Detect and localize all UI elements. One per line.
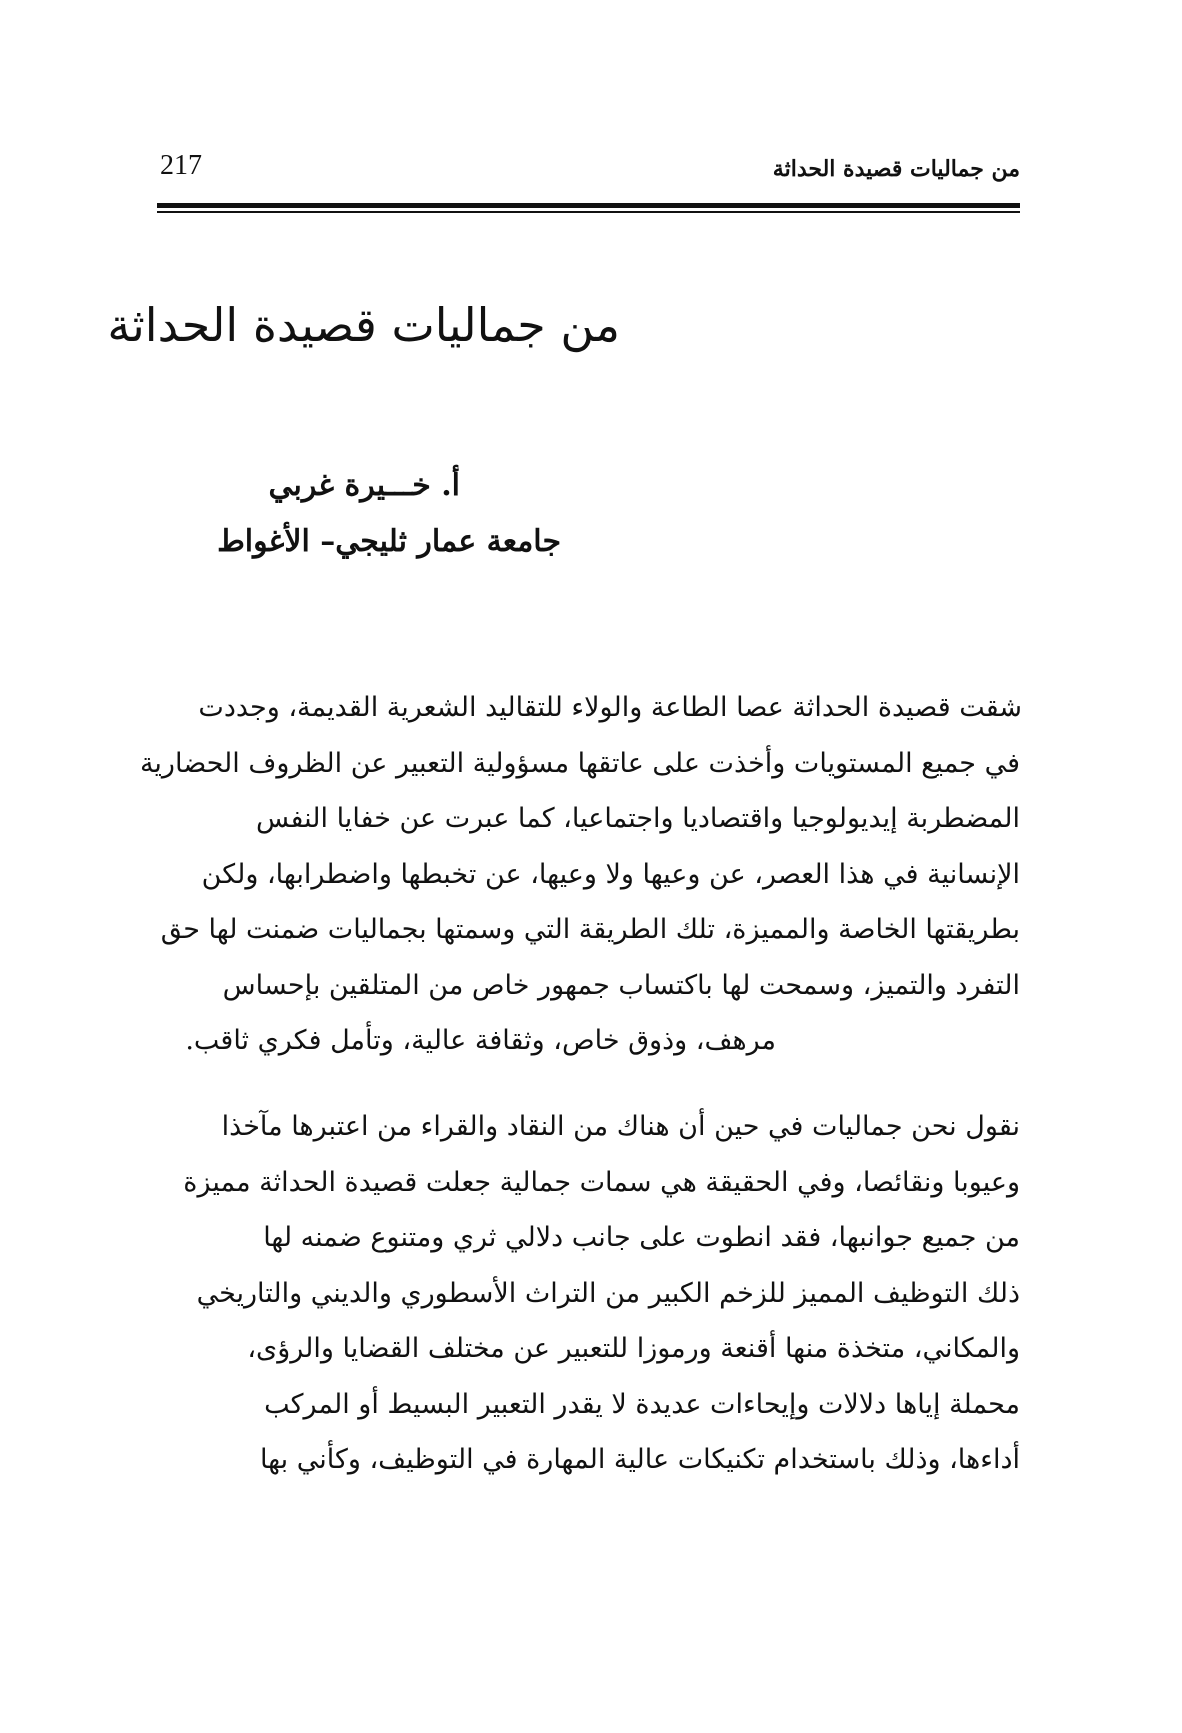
running-header <box>160 150 1020 200</box>
paragraph-2-line-1: نقول نحن جماليات في حين أن هناك من النقاد والقراء من اعتبرها مآخذا <box>221 1111 1020 1142</box>
author-name: أ. خـــيرة غربي <box>268 468 460 503</box>
paragraph-1-line-5: بطريقتها الخاصة والمميزة، تلك الطريقة التي وسمتها بجماليات ضمنت لها حق <box>160 914 1020 945</box>
paragraph-1-line-7: مرهف، وذوق خاص، وثقافة عالية، وتأمل فكري ثاقب. <box>185 1025 776 1056</box>
paragraph-1-line-2: في جميع المستويات وأخذت على عاتقها مسؤولية التعبير عن الظروف الحضارية <box>139 748 1020 779</box>
running-title: من جماليات قصيدة الحداثة <box>772 156 1020 182</box>
paragraph-2-line-3: من جميع جوانبها، فقد انطوت على جانب دلالي ثري ومتنوع ضمنه لها <box>263 1222 1020 1253</box>
paragraph-2-line-5: والمكاني، متخذة منها أقنعة ورموزا للتعبير عن مختلف القضايا والرؤى، <box>247 1333 1020 1364</box>
author-affiliation: جامعة عمار ثليجي– الأغواط <box>217 524 561 559</box>
paragraph-1-line-3: المضطربة إيديولوجيا واقتصاديا واجتماعيا، كما عبرت عن خفايا النفس <box>256 803 1020 834</box>
page-number: 217 <box>160 150 202 181</box>
paragraph-1-line-1: شقت قصيدة الحداثة عصا الطاعة والولاء للتقاليد الشعرية القديمة، وجددت <box>198 692 1022 723</box>
paragraph-2-line-6: محملة إياها دلالات وإيحاءات عديدة لا يقدر التعبير البسيط أو المركب <box>264 1389 1020 1420</box>
paragraph-2-line-7: أداءها، وذلك باستخدام تكنيكات عالية المهارة في التوظيف، وكأني بها <box>259 1444 1020 1475</box>
header-rule-thick <box>157 203 1020 208</box>
header-rule-thin <box>157 211 1020 213</box>
paragraph-1-line-4: الإنسانية في هذا العصر، عن وعيها ولا وعيها، عن تخبطها واضطرابها، ولكن <box>201 859 1020 890</box>
article-title: من جماليات قصيدة الحداثة <box>107 298 620 352</box>
paragraph-2-line-2: وعيوبا ونقائصا، وفي الحقيقة هي سمات جمالية جعلت قصيدة الحداثة مميزة <box>183 1167 1020 1198</box>
paragraph-1-line-6: التفرد والتميز، وسمحت لها باكتساب جمهور خاص من المتلقين بإحساس <box>222 970 1020 1001</box>
paragraph-2-line-4: ذلك التوظيف المميز للزخم الكبير من التراث الأسطوري والديني والتاريخي <box>196 1278 1020 1309</box>
